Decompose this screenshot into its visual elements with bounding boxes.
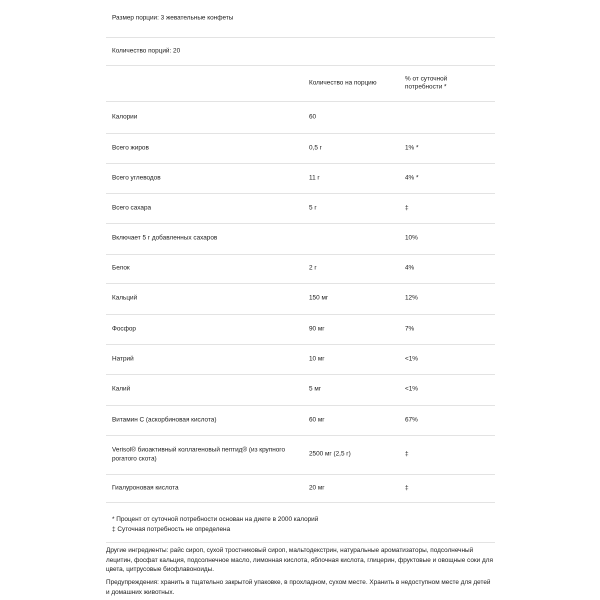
table-row bbox=[106, 315, 495, 345]
table-row bbox=[106, 134, 495, 164]
nutrient-daily-value: 67% bbox=[405, 416, 418, 424]
table-row bbox=[106, 102, 495, 134]
nutrient-name: Калории bbox=[112, 113, 138, 121]
daily-value-header-line2: потребности * bbox=[405, 83, 447, 91]
nutrient-daily-value: 4% bbox=[405, 264, 415, 272]
nutrient-name: Verisol® биоактивный коллагеновый пептид® (из крупного рогатого скота) bbox=[112, 446, 286, 462]
nutrient-daily-value: 12% bbox=[405, 294, 418, 302]
nutrient-name: Всего сахара bbox=[112, 204, 152, 212]
nutrient-daily-value: 10% bbox=[405, 234, 418, 242]
nutrient-amount: 5 мг bbox=[309, 385, 322, 393]
table-row bbox=[106, 475, 495, 503]
table-row bbox=[106, 375, 495, 406]
nutrient-name: Натрий bbox=[112, 355, 134, 363]
nutrient-daily-value: <1% bbox=[405, 355, 418, 363]
nutrient-amount: 5 г bbox=[309, 204, 317, 212]
table-row bbox=[106, 224, 495, 255]
nutrient-amount: 10 мг bbox=[309, 355, 325, 363]
nutrient-amount: 11 г bbox=[309, 174, 320, 182]
table-header-row bbox=[106, 66, 495, 102]
nutrient-daily-value: ‡ bbox=[405, 484, 409, 492]
table-row bbox=[106, 345, 495, 375]
daily-value-footnote: * Процент от суточной потребности основан на диете в 2000 калорий bbox=[112, 516, 319, 523]
nutrient-name: Калий bbox=[112, 385, 131, 393]
warnings: Предупреждения: хранить в тщательно закрытой упаковке, в прохладном, сухом месте. Хранить в недоступном месте для детей и домашних животных. bbox=[106, 579, 491, 596]
nutrient-amount: 60 мг bbox=[309, 416, 325, 424]
nutrient-name: Включает 5 г добавленных сахаров bbox=[112, 234, 218, 242]
amount-header: Количество на порцию bbox=[309, 79, 377, 87]
servings-count-row bbox=[106, 38, 495, 66]
nutrient-name: Всего жиров bbox=[112, 144, 149, 152]
other-ingredients: Другие ингредиенты: райс сироп, сухой тростниковый сироп, мальтодекстрин, натуральные ароматизаторы, подсолнечный лецитин, фосфат кальция, подсолнечное масло, лимонная кислота, яблочная кислота, глицерин, фруктовые и овощные соки для цвета, цитрусовые биофлавоноиды. bbox=[106, 547, 493, 574]
nutrient-name: Белок bbox=[112, 264, 130, 272]
serving-size-row bbox=[106, 0, 495, 38]
nutrient-rows bbox=[106, 102, 495, 503]
nutrient-amount: 90 мг bbox=[309, 325, 325, 333]
nutrient-amount: 2 г bbox=[309, 264, 317, 272]
nutrient-amount: 150 мг bbox=[309, 294, 329, 302]
servings-count-text: Количество порций: 20 bbox=[112, 47, 181, 55]
table-row bbox=[106, 436, 495, 475]
nutrient-daily-value: ‡ bbox=[405, 450, 409, 458]
daily-value-header bbox=[405, 75, 490, 92]
nutrient-daily-value: 4% * bbox=[405, 174, 419, 182]
nutrient-daily-value: 1% * bbox=[405, 144, 419, 152]
nutrition-table bbox=[106, 0, 495, 503]
nutrient-daily-value: <1% bbox=[405, 385, 418, 393]
table-row bbox=[106, 164, 495, 194]
nutrient-name: Кальций bbox=[112, 294, 138, 302]
nutrient-name: Всего углеводов bbox=[112, 174, 161, 182]
daily-value-header-line1: % от суточной bbox=[405, 74, 448, 82]
serving-size-text: Размер порции: 3 жевательные конфеты bbox=[112, 14, 234, 22]
table-row bbox=[106, 406, 495, 436]
nutrient-name: Фосфор bbox=[112, 325, 136, 333]
nutrient-daily-value: 7% bbox=[405, 325, 415, 333]
table-row bbox=[106, 194, 495, 224]
nutrient-amount: 2500 мг (2,5 г) bbox=[309, 450, 351, 458]
nutrient-amount: 0,5 г bbox=[309, 144, 322, 152]
ingredients-divider bbox=[106, 542, 495, 543]
nutrient-amount: 60 bbox=[309, 113, 317, 121]
table-row bbox=[106, 284, 495, 315]
daily-value-undefined-footnote: ‡ Суточная потребность не определена bbox=[112, 525, 231, 533]
nutrient-name: Витамин С (аскорбиновая кислота) bbox=[112, 416, 217, 424]
nutrient-name: Гиалуроновая кислота bbox=[112, 484, 179, 492]
table-row bbox=[106, 255, 495, 284]
nutrient-amount: 20 мг bbox=[309, 484, 325, 492]
nutrient-daily-value: ‡ bbox=[405, 204, 409, 212]
footnotes bbox=[112, 515, 492, 534]
